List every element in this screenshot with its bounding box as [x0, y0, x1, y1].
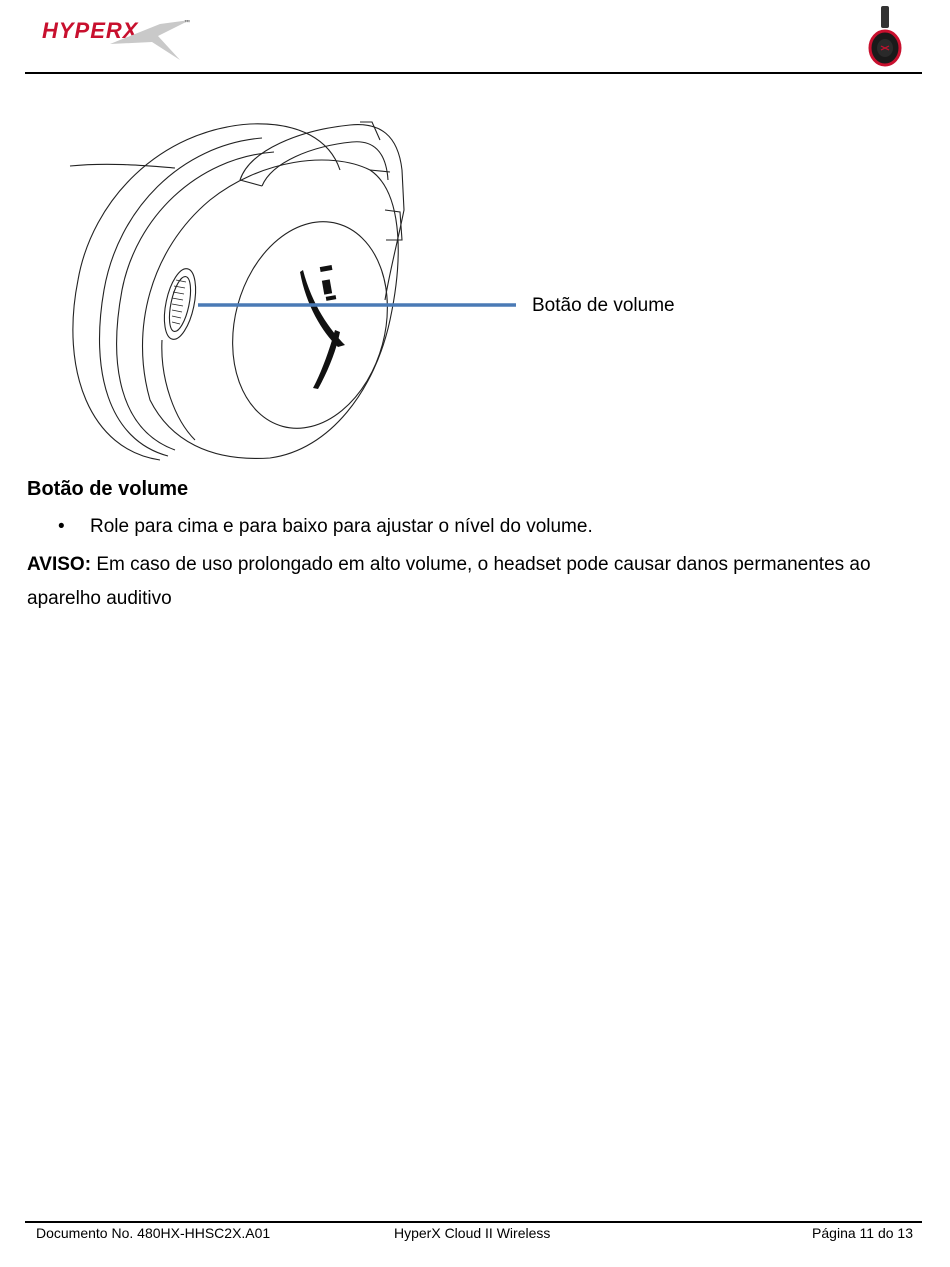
footer-product-name: HyperX Cloud II Wireless: [394, 1225, 551, 1241]
logo-text: HYPERX: [42, 18, 139, 43]
headset-icon: [860, 4, 910, 68]
bullet-item: [58, 516, 593, 538]
volume-button-callout: Botão de volume: [532, 295, 675, 316]
footer-doc-number: Documento No. 480HX-HHSC2X.A01: [36, 1225, 271, 1241]
svg-text:™: ™: [184, 20, 190, 26]
footer-page-number: Página 11 do 13: [812, 1225, 913, 1241]
footer-divider: [25, 1221, 922, 1223]
page-header: [0, 0, 950, 76]
headset-earcup-illustration: [0, 100, 950, 470]
warning-label: AVISO:: [27, 554, 92, 575]
warning-paragraph: [27, 548, 907, 616]
bullet-text: Role para cima e para baixo para ajustar o nível do volume.: [90, 516, 593, 537]
warning-text: Em caso de uso prolongado em alto volume, o headset pode causar danos permanentes ao aparelho auditivo: [27, 554, 871, 609]
bullet-dot: •: [58, 516, 65, 537]
hyperx-logo: [40, 14, 200, 64]
section-title: Botão de volume: [27, 478, 189, 500]
header-divider: [25, 72, 922, 74]
